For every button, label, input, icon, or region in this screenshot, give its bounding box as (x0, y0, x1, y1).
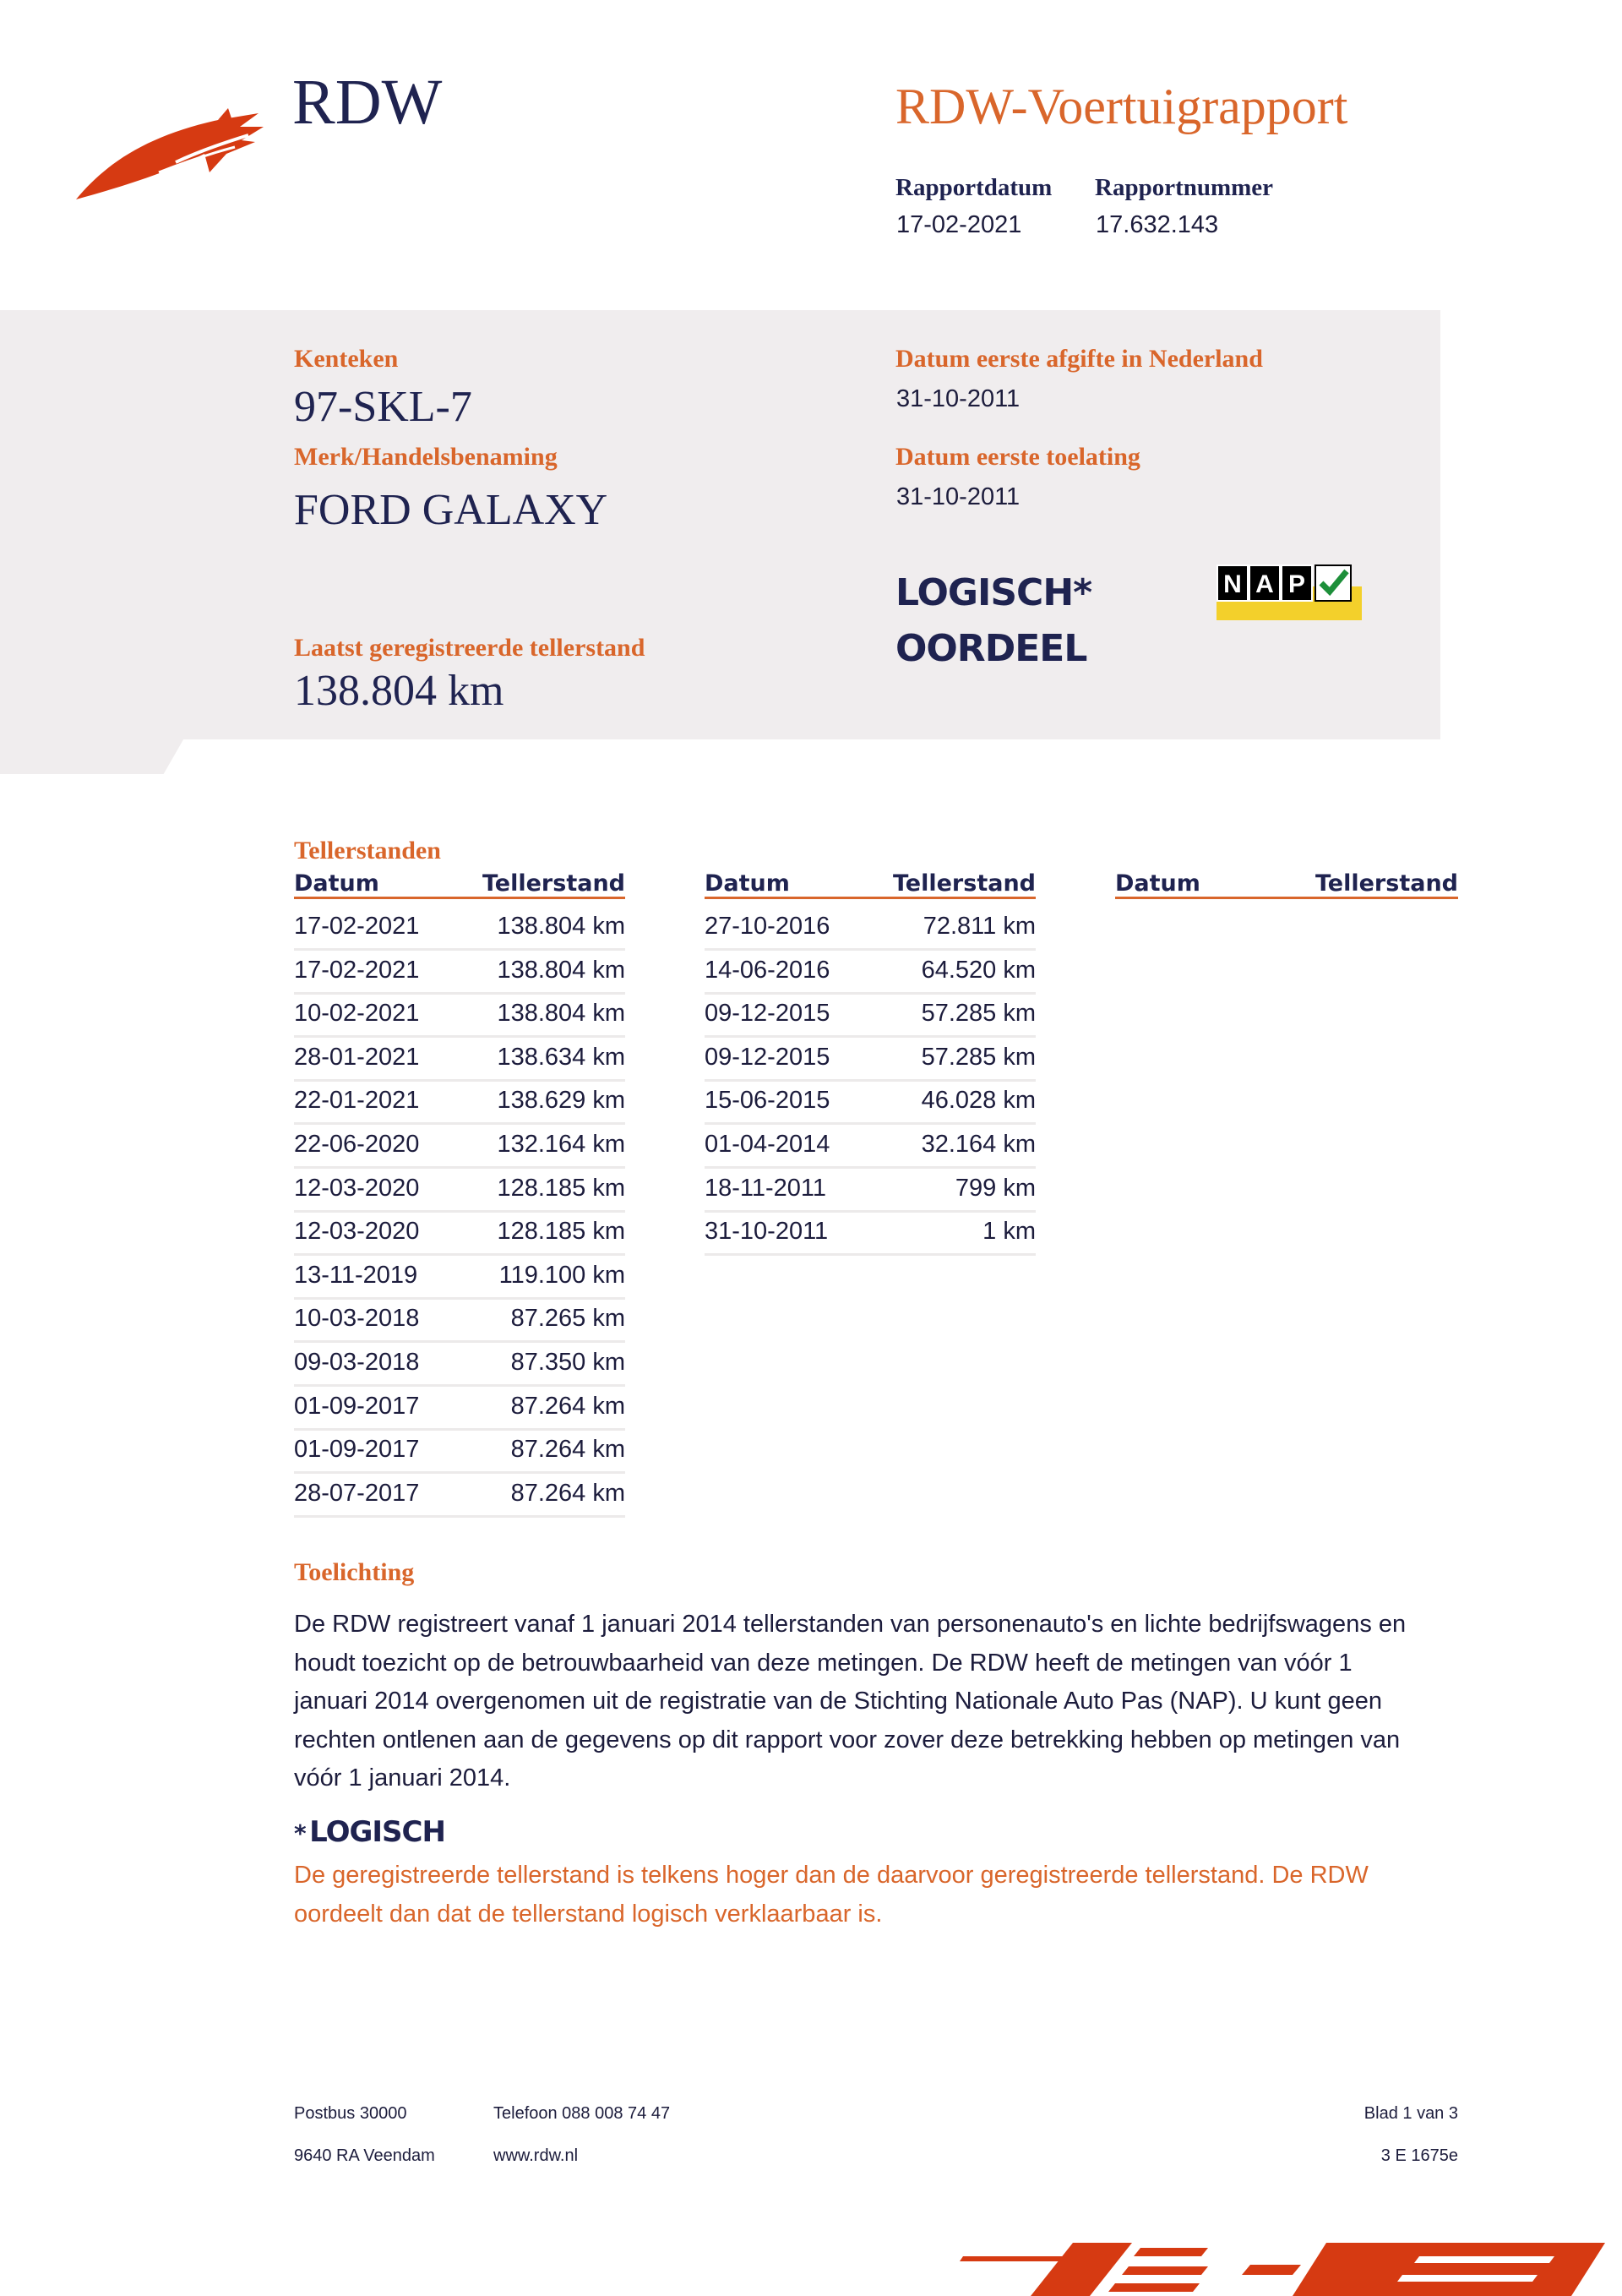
reading-value: 119.100 km (498, 1261, 625, 1289)
reading-date: 18-11-2011 (705, 1174, 827, 1202)
reading-date: 10-03-2018 (294, 1305, 420, 1333)
logisch-explanation: De geregistreerde tellerstand is telkens hoger dan de daarvoor geregistreerde tellerstand. De RDW oordeelt dan dat de tellerstand logisch verklaarbaar is. (294, 1862, 1369, 1928)
reading-date: 22-06-2020 (294, 1131, 420, 1158)
column-header-underline (705, 897, 1036, 899)
row-divider (705, 1210, 1036, 1213)
reading-date: 22-01-2021 (294, 1087, 420, 1115)
odometer-value: 138.804 km (294, 667, 504, 715)
row-divider (705, 948, 1036, 951)
explanation-text: De RDW registreert vanaf 1 januari 2014 tellerstanden van personenauto's en lichte bedrijfswagens en houdt toezicht op de betrouwbaarheid van deze metingen. De RDW heeft de metingen van vóór 1 januari 2014 overgenomen uit de registratie van de Stichting Nationale Auto Pas (NAP). U kunt geen rechten ontlenen aan de gegevens op dit rapport voor zover deze betrekking hebben op metingen van vóór 1 januari 2014. (294, 1611, 1407, 1792)
row-divider (294, 1515, 625, 1518)
row-divider (705, 1079, 1036, 1082)
reading-date: 17-02-2021 (294, 913, 420, 940)
reading-value: 1 km (982, 1218, 1036, 1246)
rdw-logo-icon (74, 101, 269, 203)
footer-postbus: Postbus 30000 (294, 2104, 407, 2123)
row-divider (294, 1210, 625, 1213)
reading-value: 138.634 km (497, 1043, 625, 1071)
decorative-stripes-icon (929, 2231, 1622, 2296)
summary-panel-tail (0, 735, 186, 774)
footer-page: Blad 1 van 3 (1363, 2104, 1458, 2123)
plate-number: 97-SKL-7 (294, 383, 472, 431)
reading-value: 87.265 km (510, 1305, 625, 1333)
row-divider (294, 992, 625, 995)
reading-date: 15-06-2015 (705, 1087, 830, 1115)
asterisk: * (294, 1819, 306, 1847)
footer-phone: Telefoon 088 008 74 47 (493, 2104, 671, 2123)
report-number: 17.632.143 (1096, 211, 1219, 238)
row-divider (294, 1340, 625, 1343)
reading-date: 27-10-2016 (705, 913, 830, 940)
reading-date: 09-12-2015 (705, 1000, 830, 1028)
reading-date: 09-03-2018 (294, 1349, 420, 1376)
nap-letter-n: N (1216, 564, 1249, 602)
reading-date: 28-01-2021 (294, 1043, 420, 1071)
column-header-reading: Tellerstand (482, 870, 625, 897)
first-issue-nl-label: Datum eerste afgifte in Nederland (895, 345, 1263, 373)
row-divider (294, 1035, 625, 1038)
reading-value: 87.264 km (510, 1392, 625, 1420)
verdict-line-2: OORDEEL (895, 627, 1087, 670)
reading-date: 09-12-2015 (705, 1043, 830, 1071)
row-divider (294, 1297, 625, 1300)
reading-value: 138.804 km (497, 1000, 625, 1028)
row-divider (294, 1471, 625, 1474)
odometer-label: Laatst geregistreerde tellerstand (294, 634, 645, 662)
reading-value: 87.264 km (510, 1479, 625, 1507)
reading-date: 31-10-2011 (705, 1218, 829, 1246)
column-header-underline (1115, 897, 1458, 899)
reading-value: 799 km (955, 1174, 1036, 1202)
plate-label: Kenteken (294, 345, 399, 373)
row-divider (294, 948, 625, 951)
row-divider (705, 992, 1036, 995)
logisch-heading-row (294, 1815, 445, 1849)
row-divider (705, 1253, 1036, 1256)
footer-city: 9640 RA Veendam (294, 2146, 435, 2165)
readings-section-title: Tellerstanden (294, 837, 441, 864)
reading-value: 57.285 km (921, 1043, 1036, 1071)
row-divider (705, 1035, 1036, 1038)
reading-date: 01-09-2017 (294, 1392, 420, 1420)
reading-date: 28-07-2017 (294, 1479, 420, 1507)
column-header-reading: Tellerstand (1314, 870, 1458, 897)
reading-value: 128.185 km (497, 1174, 625, 1202)
reading-date: 14-06-2016 (705, 956, 830, 984)
row-divider (294, 1166, 625, 1169)
reading-value: 132.164 km (497, 1131, 625, 1158)
make-value: FORD GALAXY (294, 486, 608, 534)
first-admission-label: Datum eerste toelating (895, 443, 1140, 471)
reading-value: 128.185 km (497, 1218, 625, 1246)
brand-name: RDW (292, 67, 443, 138)
summary-panel (0, 310, 1440, 739)
checkmark-icon (1314, 564, 1352, 602)
reading-value: 138.629 km (497, 1087, 625, 1115)
column-header-date: Datum (294, 870, 379, 897)
reading-date: 01-04-2014 (705, 1131, 830, 1158)
reading-value: 72.811 km (923, 913, 1036, 940)
reading-value: 138.804 km (497, 956, 625, 984)
column-header-reading: Tellerstand (892, 870, 1036, 897)
first-issue-nl-date: 31-10-2011 (896, 385, 1021, 412)
reading-date: 10-02-2021 (294, 1000, 420, 1028)
nap-letter-p: P (1281, 564, 1313, 602)
reading-value: 57.285 km (921, 1000, 1036, 1028)
reading-date: 12-03-2020 (294, 1174, 420, 1202)
row-divider (294, 1384, 625, 1387)
report-date: 17-02-2021 (896, 211, 1022, 238)
column-header-date: Datum (1115, 870, 1200, 897)
reading-date: 13-11-2019 (294, 1261, 418, 1289)
report-number-label: Rapportnummer (1095, 174, 1274, 201)
report-date-label: Rapportdatum (895, 174, 1053, 201)
row-divider (705, 1166, 1036, 1169)
logisch-heading: LOGISCH (309, 1815, 445, 1849)
reading-value: 46.028 km (921, 1087, 1036, 1115)
explanation-title: Toelichting (294, 1558, 415, 1586)
reading-date: 12-03-2020 (294, 1218, 420, 1246)
make-label: Merk/Handelsbenaming (294, 443, 558, 471)
column-header-underline (294, 897, 625, 899)
row-divider (294, 1079, 625, 1082)
reading-value: 87.264 km (510, 1436, 625, 1464)
reading-date: 01-09-2017 (294, 1436, 420, 1464)
report-title: RDW-Voertuigrapport (895, 79, 1348, 134)
row-divider (294, 1122, 625, 1125)
row-divider (705, 1122, 1036, 1125)
reading-value: 138.804 km (497, 913, 625, 940)
nap-logo (1216, 564, 1362, 622)
footer-code: 3 E 1675e (1380, 2146, 1458, 2165)
nap-letter-a: A (1249, 564, 1281, 602)
reading-value: 87.350 km (510, 1349, 625, 1376)
column-header-date: Datum (705, 870, 790, 897)
reading-value: 64.520 km (921, 956, 1036, 984)
first-admission-date: 31-10-2011 (896, 483, 1021, 510)
verdict-line-1: LOGISCH* (895, 571, 1092, 614)
row-divider (294, 1428, 625, 1431)
footer-website: www.rdw.nl (493, 2146, 579, 2165)
reading-value: 32.164 km (921, 1131, 1036, 1158)
row-divider (294, 1253, 625, 1256)
reading-date: 17-02-2021 (294, 956, 420, 984)
